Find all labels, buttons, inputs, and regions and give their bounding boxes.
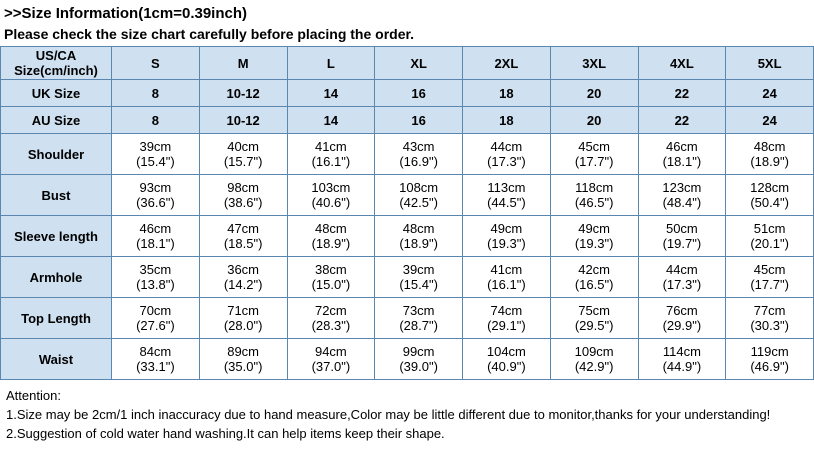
table-cell: 38cm (15.0"): [287, 257, 375, 298]
table-cell: 77cm (30.3"): [726, 298, 814, 339]
table-cell: 35cm (13.8"): [112, 257, 200, 298]
table-cell: 74cm (29.1"): [463, 298, 551, 339]
table-cell: 113cm (44.5"): [463, 175, 551, 216]
table-cell: 51cm (20.1"): [726, 216, 814, 257]
row-label-uk-size: UK Size: [1, 80, 112, 107]
table-cell: 14: [287, 80, 375, 107]
size-column-header: L: [287, 47, 375, 80]
table-row: [1, 175, 814, 216]
table-cell: 39cm (15.4"): [112, 134, 200, 175]
table-cell: 44cm (17.3"): [638, 257, 726, 298]
table-cell: 84cm (33.1"): [112, 339, 200, 380]
table-cell: 73cm (28.7"): [375, 298, 463, 339]
table-row: [1, 257, 814, 298]
attention-block: [0, 380, 814, 443]
table-cell: 24: [726, 80, 814, 107]
table-row: [1, 216, 814, 257]
page-subtitle: Please check the size chart carefully before placing the order.: [4, 26, 415, 42]
table-cell: 128cm (50.4"): [726, 175, 814, 216]
table-cell: 49cm (19.3"): [550, 216, 638, 257]
table-cell: 123cm (48.4"): [638, 175, 726, 216]
corner-unit-label: [1, 47, 112, 80]
table-cell: 16: [375, 107, 463, 134]
size-column-header: 2XL: [463, 47, 551, 80]
page-title: >>Size Information(1cm=0.39inch): [4, 5, 247, 22]
table-cell: 44cm (17.3"): [463, 134, 551, 175]
row-label: Sleeve length: [1, 216, 112, 257]
table-cell: 46cm (18.1"): [112, 216, 200, 257]
table-cell: 24: [726, 107, 814, 134]
attention-line-2: 2.Suggestion of cold water hand washing.It can help items keep their shape.: [6, 426, 445, 441]
size-column-header: 5XL: [726, 47, 814, 80]
table-cell: 42cm (16.5"): [550, 257, 638, 298]
table-row-uk-size: [1, 80, 814, 107]
row-label: Shoulder: [1, 134, 112, 175]
table-cell: 10-12: [199, 107, 287, 134]
table-header-row-sizes: [1, 47, 814, 80]
table-cell: 48cm (18.9"): [726, 134, 814, 175]
table-cell: 22: [638, 107, 726, 134]
table-cell: 40cm (15.7"): [199, 134, 287, 175]
corner-unit-line2: Size(cm/inch): [14, 63, 98, 78]
table-cell: 98cm (38.6"): [199, 175, 287, 216]
table-cell: 22: [638, 80, 726, 107]
table-cell: 109cm (42.9"): [550, 339, 638, 380]
table-cell: 99cm (39.0"): [375, 339, 463, 380]
table-cell: 10-12: [199, 80, 287, 107]
table-row: [1, 339, 814, 380]
corner-unit-line1: US/CA: [35, 48, 77, 63]
table-cell: 18: [463, 80, 551, 107]
table-cell: 72cm (28.3"): [287, 298, 375, 339]
size-column-header: XL: [375, 47, 463, 80]
table-row: [1, 134, 814, 175]
table-cell: 103cm (40.6"): [287, 175, 375, 216]
table-cell: 47cm (18.5"): [199, 216, 287, 257]
table-cell: 71cm (28.0"): [199, 298, 287, 339]
table-cell: 46cm (18.1"): [638, 134, 726, 175]
table-cell: 20: [550, 80, 638, 107]
table-cell: 41cm (16.1"): [463, 257, 551, 298]
table-cell: 104cm (40.9"): [463, 339, 551, 380]
table-cell: 119cm (46.9"): [726, 339, 814, 380]
size-column-header: S: [112, 47, 200, 80]
header-block: [0, 0, 814, 46]
table-cell: 48cm (18.9"): [287, 216, 375, 257]
table-cell: 45cm (17.7"): [726, 257, 814, 298]
table-cell: 114cm (44.9"): [638, 339, 726, 380]
size-table: [0, 46, 814, 380]
table-cell: 14: [287, 107, 375, 134]
size-column-header: 4XL: [638, 47, 726, 80]
table-cell: 75cm (29.5"): [550, 298, 638, 339]
table-cell: 45cm (17.7"): [550, 134, 638, 175]
table-cell: 39cm (15.4"): [375, 257, 463, 298]
table-cell: 94cm (37.0"): [287, 339, 375, 380]
size-column-header: M: [199, 47, 287, 80]
table-cell: 50cm (19.7"): [638, 216, 726, 257]
table-cell: 36cm (14.2"): [199, 257, 287, 298]
table-cell: 43cm (16.9"): [375, 134, 463, 175]
table-row: [1, 298, 814, 339]
table-row-au-size: [1, 107, 814, 134]
size-column-header: 3XL: [550, 47, 638, 80]
table-cell: 76cm (29.9"): [638, 298, 726, 339]
table-cell: 8: [112, 80, 200, 107]
row-label: Bust: [1, 175, 112, 216]
attention-line-1: 1.Size may be 2cm/1 inch inaccuracy due to hand measure,Color may be little different due to monitor,thanks for your understanding!: [6, 407, 771, 422]
table-cell: 93cm (36.6"): [112, 175, 200, 216]
row-label-au-size: AU Size: [1, 107, 112, 134]
table-cell: 8: [112, 107, 200, 134]
row-label: Armhole: [1, 257, 112, 298]
table-cell: 108cm (42.5"): [375, 175, 463, 216]
table-cell: 20: [550, 107, 638, 134]
table-cell: 18: [463, 107, 551, 134]
table-cell: 89cm (35.0"): [199, 339, 287, 380]
row-label: Waist: [1, 339, 112, 380]
row-label: Top Length: [1, 298, 112, 339]
table-cell: 118cm (46.5"): [550, 175, 638, 216]
attention-title: Attention:: [6, 388, 61, 403]
table-cell: 16: [375, 80, 463, 107]
table-cell: 48cm (18.9"): [375, 216, 463, 257]
table-cell: 49cm (19.3"): [463, 216, 551, 257]
table-cell: 70cm (27.6"): [112, 298, 200, 339]
table-cell: 41cm (16.1"): [287, 134, 375, 175]
